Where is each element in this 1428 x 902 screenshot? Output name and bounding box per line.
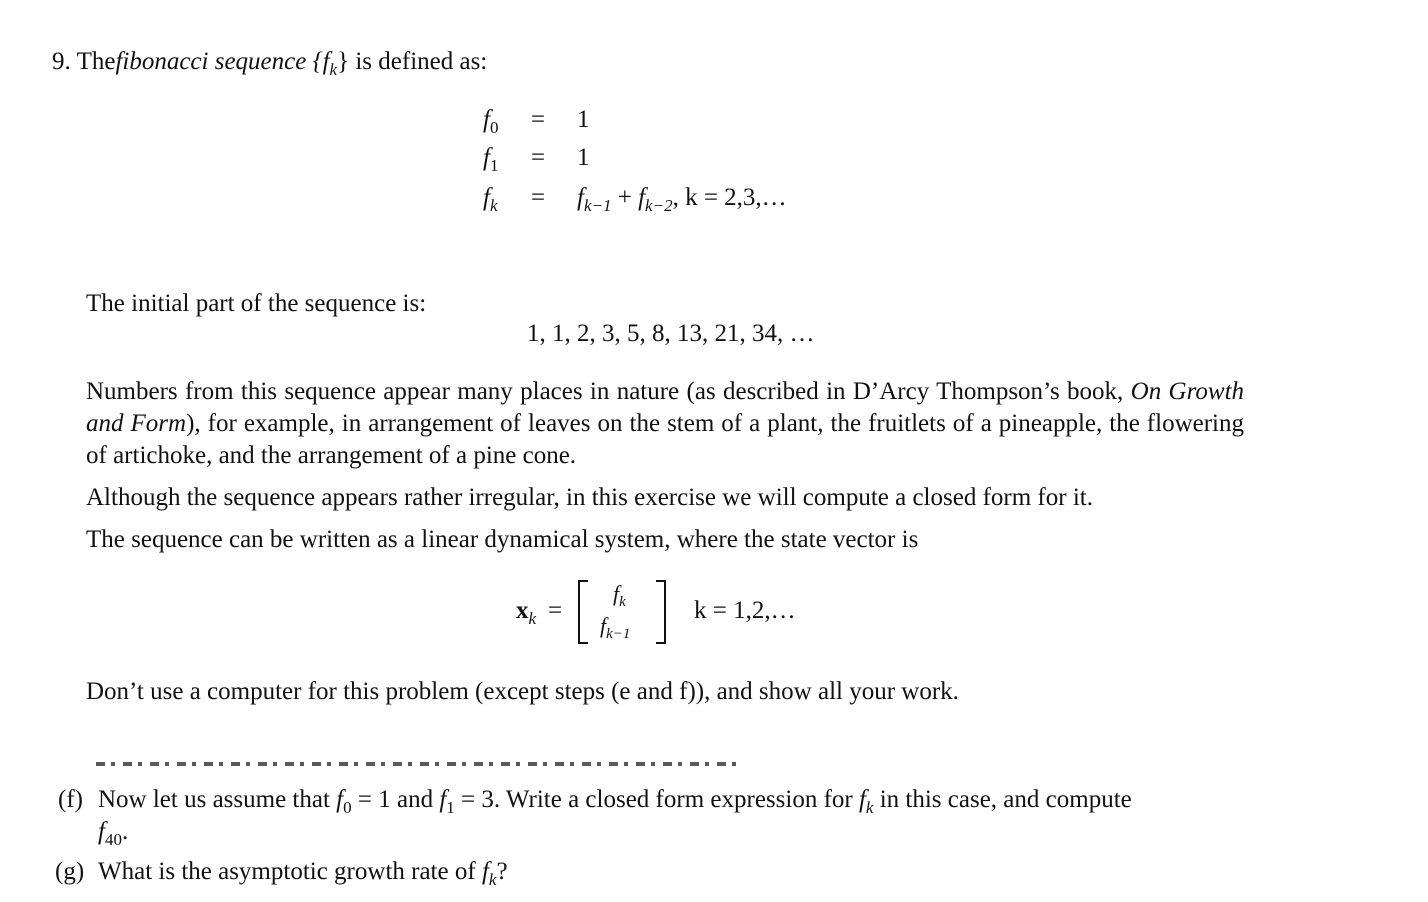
state-vector-range: k = 1,2,…: [694, 597, 796, 624]
intro-prefix: The: [76, 48, 116, 75]
def-row-2-rhs: $f_{k-1} + f_{k-2}$, k = 2,3,…: [577, 184, 787, 215]
def-row-0-lhs: $f_0$: [483, 106, 499, 137]
part-f-label: (f): [58, 786, 83, 813]
initial-sequence: 1, 1, 2, 3, 5, 8, 13, 21, 34, …: [527, 320, 815, 347]
left-bracket: [578, 580, 588, 644]
def-row-0-op: =: [531, 106, 546, 133]
part-g-label: (g): [55, 858, 85, 885]
def-row-1-op: =: [531, 144, 546, 171]
nature-paragraph: Numbers from this sequence appear many places in nature (as described in D’Arcy Thompson’s book, On Growth and Form), for example, in arrangement of leaves on the stem of a plant, the fruitlets of a pineapple, the flowering of artichoke, and the arrangement of a pine cone.: [86, 378, 1245, 469]
part-g-text: What is the asymptotic growth rate of $f_k$?: [98, 858, 508, 889]
def-row-2-op: =: [531, 184, 546, 211]
def-row-0-rhs: 1: [577, 106, 590, 133]
state-vector-eq: =: [548, 597, 563, 624]
def-row-1-rhs: 1: [577, 144, 590, 171]
initial-label: The initial part of the sequence is:: [86, 290, 427, 317]
state-vector-lhs: $x_k$: [516, 597, 537, 628]
state-vector-top: $f_k$: [613, 581, 626, 610]
part-f-text: Now let us assume that $f_0 = 1$ and $f_1 = 3$. Write a closed form expression for $f_k$ in this case, and compute: [98, 786, 1132, 817]
problem-heading: [52, 46, 487, 77]
book-title: On Growth and Form: [86, 378, 1245, 437]
instruction: Don’t use a computer for this problem (except steps (e and f)), and show all your work.: [86, 678, 959, 705]
def-row-2-lhs: $f_k$: [483, 184, 498, 215]
def-row-1-lhs: $f_1$: [483, 144, 499, 175]
state-vector-sentence: The sequence can be written as a linear dynamical system, where the state vector is: [86, 526, 919, 553]
intro-set: $\{f_k\}$: [312, 48, 350, 79]
part-f-f40: $f_{40}$.: [98, 818, 129, 849]
problem-number: 9.: [52, 48, 71, 75]
cropped-text-line: [96, 762, 744, 766]
right-bracket: [656, 580, 666, 644]
intro-term: fibonacci sequence: [115, 48, 307, 75]
closed-form-sentence: Although the sequence appears rather irregular, in this exercise we will compute a closed form for it.: [86, 484, 1093, 511]
intro-suffix: is defined as:: [355, 48, 488, 75]
state-vector-bottom: $f_{k-1}$: [600, 613, 631, 642]
